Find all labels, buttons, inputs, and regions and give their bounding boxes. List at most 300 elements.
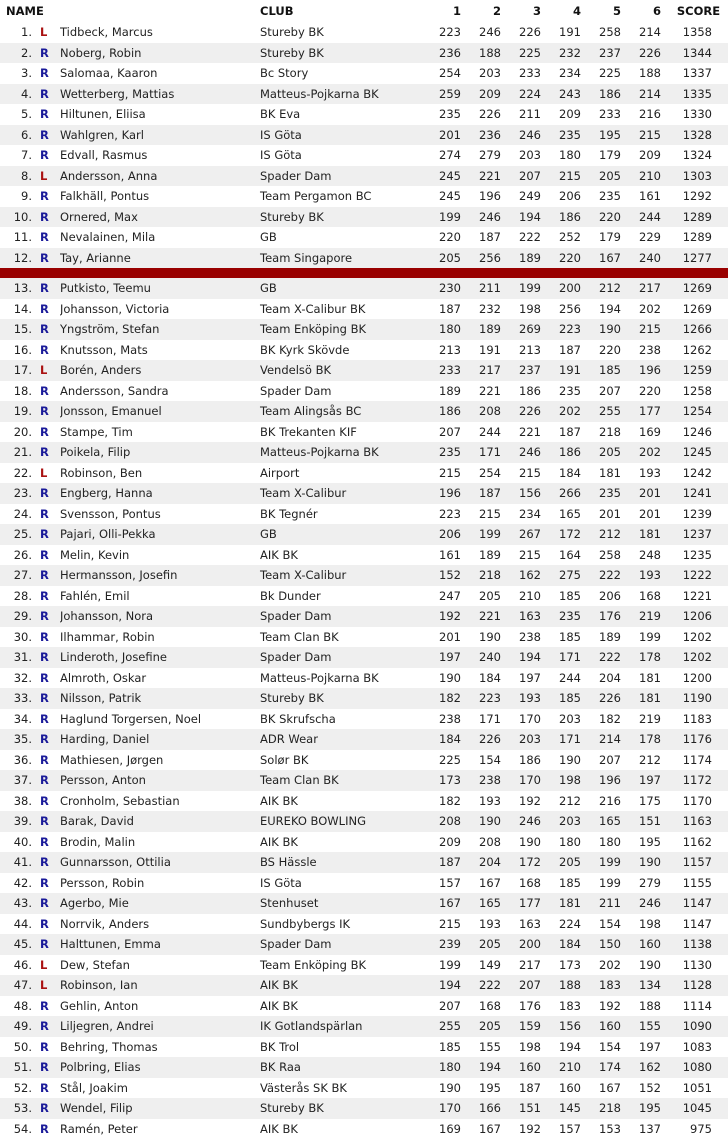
- game-1-cell: 245: [429, 186, 469, 207]
- game-6-cell: 188: [629, 996, 669, 1017]
- player-name-cell: Borén, Anders: [60, 360, 259, 381]
- game-4-cell: 187: [549, 422, 589, 443]
- game-1-cell: 254: [429, 63, 469, 84]
- score-cell: 1147: [669, 893, 728, 914]
- game-5-cell: 154: [589, 914, 629, 935]
- game-5-cell: 216: [589, 791, 629, 812]
- game-2-cell: 218: [469, 565, 509, 586]
- game-2-cell: 165: [469, 893, 509, 914]
- score-cell: 1237: [669, 524, 728, 545]
- club-cell: Stureby BK: [259, 688, 429, 709]
- hand-cell: R: [36, 606, 60, 627]
- game-5-cell: 160: [589, 1016, 629, 1037]
- club-cell: Matteus-Pojkarna BK: [259, 668, 429, 689]
- club-cell: Team Enköping BK: [259, 955, 429, 976]
- player-name-cell: Mathiesen, Jørgen: [60, 750, 259, 771]
- player-name-cell: Persson, Anton: [60, 770, 259, 791]
- game-4-cell: 210: [549, 1057, 589, 1078]
- game-4-cell: 172: [549, 524, 589, 545]
- table-row: [0, 381, 728, 402]
- club-cell: BK Trol: [259, 1037, 429, 1058]
- game-3-cell: 168: [509, 873, 549, 894]
- player-name-cell: Stampe, Tim: [60, 422, 259, 443]
- rank-cell: 32.: [0, 668, 36, 689]
- hand-cell: R: [36, 893, 60, 914]
- score-cell: 1202: [669, 647, 728, 668]
- table-row: [0, 248, 728, 269]
- table-body: [0, 22, 728, 1139]
- game-4-cell: 215: [549, 166, 589, 187]
- table-row: [0, 278, 728, 299]
- game-4-cell: 180: [549, 145, 589, 166]
- rank-cell: 1.: [0, 22, 36, 43]
- table-row: [0, 1078, 728, 1099]
- score-cell: 1259: [669, 360, 728, 381]
- game-6-cell: 152: [629, 1078, 669, 1099]
- game-3-cell: 238: [509, 627, 549, 648]
- game-3-cell: 187: [509, 1078, 549, 1099]
- table-row: [0, 1098, 728, 1119]
- table-row: [0, 43, 728, 64]
- game-6-cell: 215: [629, 319, 669, 340]
- game-3-cell: 225: [509, 43, 549, 64]
- game-4-cell: 184: [549, 463, 589, 484]
- hand-cell: L: [36, 463, 60, 484]
- player-name-cell: Persson, Robin: [60, 873, 259, 894]
- score-cell: 1051: [669, 1078, 728, 1099]
- rank-cell: 43.: [0, 893, 36, 914]
- game-2-cell: 154: [469, 750, 509, 771]
- score-cell: 1337: [669, 63, 728, 84]
- rank-cell: 12.: [0, 248, 36, 269]
- game-1-cell: 186: [429, 401, 469, 422]
- table-row: [0, 1037, 728, 1058]
- hand-cell: R: [36, 1016, 60, 1037]
- game-2-cell: 221: [469, 606, 509, 627]
- game-6-cell: 195: [629, 1098, 669, 1119]
- game-2-cell: 189: [469, 319, 509, 340]
- club-cell: BK Tegnér: [259, 504, 429, 525]
- game-1-cell: 274: [429, 145, 469, 166]
- table-row: [0, 1119, 728, 1140]
- club-cell: Vendelsö BK: [259, 360, 429, 381]
- game-3-cell: 160: [509, 1057, 549, 1078]
- game-2-cell: 191: [469, 340, 509, 361]
- player-name-cell: Stål, Joakim: [60, 1078, 259, 1099]
- rank-cell: 33.: [0, 688, 36, 709]
- game-5-cell: 233: [589, 104, 629, 125]
- rank-cell: 31.: [0, 647, 36, 668]
- game-6-cell: 229: [629, 227, 669, 248]
- game-5-cell: 212: [589, 278, 629, 299]
- score-cell: 1174: [669, 750, 728, 771]
- player-name-cell: Andersson, Anna: [60, 166, 259, 187]
- club-cell: Team Clan BK: [259, 770, 429, 791]
- game-2-cell: 221: [469, 166, 509, 187]
- score-cell: 1200: [669, 668, 728, 689]
- rank-cell: 9.: [0, 186, 36, 207]
- player-name-cell: Brodin, Malin: [60, 832, 259, 853]
- table-row: [0, 483, 728, 504]
- game-3-cell: 246: [509, 125, 549, 146]
- header-game-4: 4: [572, 4, 581, 18]
- club-cell: Airport: [259, 463, 429, 484]
- hand-cell: R: [36, 319, 60, 340]
- club-cell: Team Clan BK: [259, 627, 429, 648]
- game-1-cell: 245: [429, 166, 469, 187]
- rank-cell: 27.: [0, 565, 36, 586]
- game-3-cell: 207: [509, 975, 549, 996]
- game-4-cell: 235: [549, 606, 589, 627]
- club-cell: AIK BK: [259, 791, 429, 812]
- score-cell: 1277: [669, 248, 728, 269]
- rank-cell: 3.: [0, 63, 36, 84]
- player-name-cell: Harding, Daniel: [60, 729, 259, 750]
- hand-cell: L: [36, 166, 60, 187]
- game-6-cell: 162: [629, 1057, 669, 1078]
- game-2-cell: 190: [469, 811, 509, 832]
- club-cell: Stureby BK: [259, 207, 429, 228]
- game-2-cell: 187: [469, 483, 509, 504]
- score-cell: 1358: [669, 22, 728, 43]
- game-6-cell: 202: [629, 442, 669, 463]
- score-cell: 1163: [669, 811, 728, 832]
- player-name-cell: Putkisto, Teemu: [60, 278, 259, 299]
- rank-cell: 2.: [0, 43, 36, 64]
- game-3-cell: 159: [509, 1016, 549, 1037]
- club-cell: Spader Dam: [259, 606, 429, 627]
- club-cell: Bc Story: [259, 63, 429, 84]
- game-3-cell: 176: [509, 996, 549, 1017]
- rank-cell: 51.: [0, 1057, 36, 1078]
- game-4-cell: 194: [549, 1037, 589, 1058]
- game-6-cell: 181: [629, 668, 669, 689]
- table-row: [0, 186, 728, 207]
- game-1-cell: 235: [429, 442, 469, 463]
- game-2-cell: 195: [469, 1078, 509, 1099]
- rank-cell: 44.: [0, 914, 36, 935]
- game-6-cell: 181: [629, 688, 669, 709]
- game-3-cell: 215: [509, 545, 549, 566]
- game-5-cell: 207: [589, 750, 629, 771]
- club-cell: BK Eva: [259, 104, 429, 125]
- game-6-cell: 279: [629, 873, 669, 894]
- hand-cell: R: [36, 442, 60, 463]
- game-2-cell: 171: [469, 709, 509, 730]
- game-3-cell: 170: [509, 770, 549, 791]
- player-name-cell: Nevalainen, Mila: [60, 227, 259, 248]
- game-6-cell: 248: [629, 545, 669, 566]
- game-4-cell: 156: [549, 1016, 589, 1037]
- game-6-cell: 196: [629, 360, 669, 381]
- rank-cell: 18.: [0, 381, 36, 402]
- game-4-cell: 235: [549, 125, 589, 146]
- player-name-cell: Tay, Arianne: [60, 248, 259, 269]
- game-1-cell: 259: [429, 84, 469, 105]
- game-4-cell: 224: [549, 914, 589, 935]
- hand-cell: R: [36, 934, 60, 955]
- table-row: [0, 63, 728, 84]
- score-cell: 1292: [669, 186, 728, 207]
- game-3-cell: 226: [509, 401, 549, 422]
- game-4-cell: 223: [549, 319, 589, 340]
- game-4-cell: 234: [549, 63, 589, 84]
- game-5-cell: 258: [589, 22, 629, 43]
- hand-cell: R: [36, 586, 60, 607]
- game-6-cell: 178: [629, 729, 669, 750]
- game-1-cell: 230: [429, 278, 469, 299]
- game-1-cell: 215: [429, 914, 469, 935]
- score-cell: 975: [669, 1119, 728, 1140]
- club-cell: BK Kyrk Skövde: [259, 340, 429, 361]
- game-5-cell: 174: [589, 1057, 629, 1078]
- hand-cell: R: [36, 401, 60, 422]
- game-1-cell: 196: [429, 483, 469, 504]
- game-6-cell: 155: [629, 1016, 669, 1037]
- game-3-cell: 190: [509, 832, 549, 853]
- score-cell: 1157: [669, 852, 728, 873]
- game-2-cell: 256: [469, 248, 509, 269]
- rank-cell: 5.: [0, 104, 36, 125]
- game-2-cell: 226: [469, 104, 509, 125]
- rank-cell: 45.: [0, 934, 36, 955]
- hand-cell: R: [36, 1078, 60, 1099]
- game-1-cell: 207: [429, 422, 469, 443]
- rank-cell: 52.: [0, 1078, 36, 1099]
- club-cell: BK Trekanten KIF: [259, 422, 429, 443]
- hand-cell: R: [36, 248, 60, 269]
- game-5-cell: 186: [589, 84, 629, 105]
- game-4-cell: 185: [549, 688, 589, 709]
- game-5-cell: 195: [589, 125, 629, 146]
- game-2-cell: 205: [469, 1016, 509, 1037]
- game-2-cell: 184: [469, 668, 509, 689]
- score-cell: 1335: [669, 84, 728, 105]
- club-cell: AIK BK: [259, 996, 429, 1017]
- table-row: [0, 299, 728, 320]
- game-4-cell: 164: [549, 545, 589, 566]
- player-name-cell: Yngström, Stefan: [60, 319, 259, 340]
- game-6-cell: 190: [629, 955, 669, 976]
- game-3-cell: 186: [509, 750, 549, 771]
- club-cell: Västerås SK BK: [259, 1078, 429, 1099]
- table-row: [0, 893, 728, 914]
- game-4-cell: 232: [549, 43, 589, 64]
- score-cell: 1235: [669, 545, 728, 566]
- game-3-cell: 222: [509, 227, 549, 248]
- player-name-cell: Norrvik, Anders: [60, 914, 259, 935]
- game-3-cell: 267: [509, 524, 549, 545]
- player-name-cell: Fahlén, Emil: [60, 586, 259, 607]
- game-5-cell: 235: [589, 186, 629, 207]
- player-name-cell: Salomaa, Kaaron: [60, 63, 259, 84]
- game-1-cell: 170: [429, 1098, 469, 1119]
- rank-cell: 24.: [0, 504, 36, 525]
- game-6-cell: 193: [629, 565, 669, 586]
- game-2-cell: 215: [469, 504, 509, 525]
- player-name-cell: Cronholm, Sebastian: [60, 791, 259, 812]
- game-3-cell: 221: [509, 422, 549, 443]
- hand-cell: R: [36, 207, 60, 228]
- game-1-cell: 213: [429, 340, 469, 361]
- game-3-cell: 246: [509, 442, 549, 463]
- game-5-cell: 167: [589, 1078, 629, 1099]
- game-4-cell: 206: [549, 186, 589, 207]
- game-5-cell: 258: [589, 545, 629, 566]
- game-3-cell: 194: [509, 647, 549, 668]
- game-6-cell: 199: [629, 627, 669, 648]
- score-cell: 1344: [669, 43, 728, 64]
- club-cell: BK Skrufscha: [259, 709, 429, 730]
- rank-cell: 30.: [0, 627, 36, 648]
- game-2-cell: 167: [469, 873, 509, 894]
- game-1-cell: 192: [429, 606, 469, 627]
- game-2-cell: 209: [469, 84, 509, 105]
- game-5-cell: 202: [589, 955, 629, 976]
- table-row: [0, 104, 728, 125]
- club-cell: GB: [259, 278, 429, 299]
- club-cell: AIK BK: [259, 545, 429, 566]
- header-game-2: 2: [492, 4, 501, 18]
- score-cell: 1242: [669, 463, 728, 484]
- club-cell: BS Hässle: [259, 852, 429, 873]
- game-3-cell: 163: [509, 914, 549, 935]
- game-5-cell: 218: [589, 422, 629, 443]
- game-1-cell: 207: [429, 996, 469, 1017]
- rank-cell: 6.: [0, 125, 36, 146]
- game-3-cell: 189: [509, 248, 549, 269]
- game-1-cell: 199: [429, 955, 469, 976]
- game-6-cell: 210: [629, 166, 669, 187]
- game-2-cell: 208: [469, 832, 509, 853]
- player-name-cell: Johansson, Victoria: [60, 299, 259, 320]
- game-5-cell: 181: [589, 463, 629, 484]
- game-2-cell: 238: [469, 770, 509, 791]
- game-2-cell: 244: [469, 422, 509, 443]
- game-2-cell: 246: [469, 207, 509, 228]
- hand-cell: R: [36, 565, 60, 586]
- score-cell: 1262: [669, 340, 728, 361]
- rank-cell: 53.: [0, 1098, 36, 1119]
- player-name-cell: Linderoth, Josefine: [60, 647, 259, 668]
- game-5-cell: 214: [589, 729, 629, 750]
- game-2-cell: 187: [469, 227, 509, 248]
- game-4-cell: 275: [549, 565, 589, 586]
- game-3-cell: 192: [509, 1119, 549, 1140]
- game-3-cell: 156: [509, 483, 549, 504]
- score-cell: 1258: [669, 381, 728, 402]
- game-1-cell: 208: [429, 811, 469, 832]
- score-cell: 1138: [669, 934, 728, 955]
- rank-cell: 28.: [0, 586, 36, 607]
- game-4-cell: 186: [549, 442, 589, 463]
- game-2-cell: 199: [469, 524, 509, 545]
- table-row: [0, 750, 728, 771]
- score-cell: 1147: [669, 914, 728, 935]
- hand-cell: R: [36, 709, 60, 730]
- game-5-cell: 255: [589, 401, 629, 422]
- hand-cell: R: [36, 524, 60, 545]
- game-2-cell: 149: [469, 955, 509, 976]
- game-1-cell: 180: [429, 1057, 469, 1078]
- game-3-cell: 200: [509, 934, 549, 955]
- player-name-cell: Ilhammar, Robin: [60, 627, 259, 648]
- table-row: [0, 545, 728, 566]
- club-cell: AIK BK: [259, 1119, 429, 1140]
- table-row: [0, 207, 728, 228]
- club-cell: Spader Dam: [259, 166, 429, 187]
- table-row: [0, 340, 728, 361]
- rank-cell: 54.: [0, 1119, 36, 1140]
- rank-cell: 17.: [0, 360, 36, 381]
- game-4-cell: 203: [549, 709, 589, 730]
- game-1-cell: 209: [429, 832, 469, 853]
- game-1-cell: 182: [429, 688, 469, 709]
- table-row: [0, 166, 728, 187]
- table-row: [0, 791, 728, 812]
- player-name-cell: Barak, David: [60, 811, 259, 832]
- game-3-cell: 210: [509, 586, 549, 607]
- player-name-cell: Ramén, Peter: [60, 1119, 259, 1140]
- club-cell: Team X-Calibur BK: [259, 299, 429, 320]
- rank-cell: 21.: [0, 442, 36, 463]
- game-4-cell: 185: [549, 627, 589, 648]
- table-row: [0, 145, 728, 166]
- game-4-cell: 205: [549, 852, 589, 873]
- game-4-cell: 184: [549, 934, 589, 955]
- club-cell: ADR Wear: [259, 729, 429, 750]
- table-row: [0, 914, 728, 935]
- table-row: [0, 524, 728, 545]
- rank-cell: 35.: [0, 729, 36, 750]
- hand-cell: R: [36, 278, 60, 299]
- header-game-5: 5: [612, 4, 621, 18]
- game-6-cell: 197: [629, 770, 669, 791]
- game-1-cell: 247: [429, 586, 469, 607]
- game-3-cell: 186: [509, 381, 549, 402]
- hand-cell: R: [36, 914, 60, 935]
- rank-cell: 8.: [0, 166, 36, 187]
- game-5-cell: 165: [589, 811, 629, 832]
- game-5-cell: 190: [589, 319, 629, 340]
- game-1-cell: 190: [429, 668, 469, 689]
- game-2-cell: 208: [469, 401, 509, 422]
- game-5-cell: 167: [589, 248, 629, 269]
- club-cell: EUREKO BOWLING: [259, 811, 429, 832]
- hand-cell: R: [36, 299, 60, 320]
- table-row: [0, 955, 728, 976]
- game-6-cell: 246: [629, 893, 669, 914]
- game-5-cell: 194: [589, 299, 629, 320]
- game-1-cell: 220: [429, 227, 469, 248]
- game-4-cell: 181: [549, 893, 589, 914]
- club-cell: AIK BK: [259, 832, 429, 853]
- player-name-cell: Polbring, Elias: [60, 1057, 259, 1078]
- game-1-cell: 169: [429, 1119, 469, 1140]
- game-4-cell: 244: [549, 668, 589, 689]
- player-name-cell: Robinson, Ian: [60, 975, 259, 996]
- game-6-cell: 244: [629, 207, 669, 228]
- table-row: [0, 873, 728, 894]
- club-cell: Team X-Calibur: [259, 565, 429, 586]
- game-6-cell: 219: [629, 709, 669, 730]
- header-game-3: 3: [532, 4, 541, 18]
- player-name-cell: Johansson, Nora: [60, 606, 259, 627]
- game-2-cell: 189: [469, 545, 509, 566]
- hand-cell: R: [36, 1098, 60, 1119]
- table-row: [0, 319, 728, 340]
- table-row: [0, 606, 728, 627]
